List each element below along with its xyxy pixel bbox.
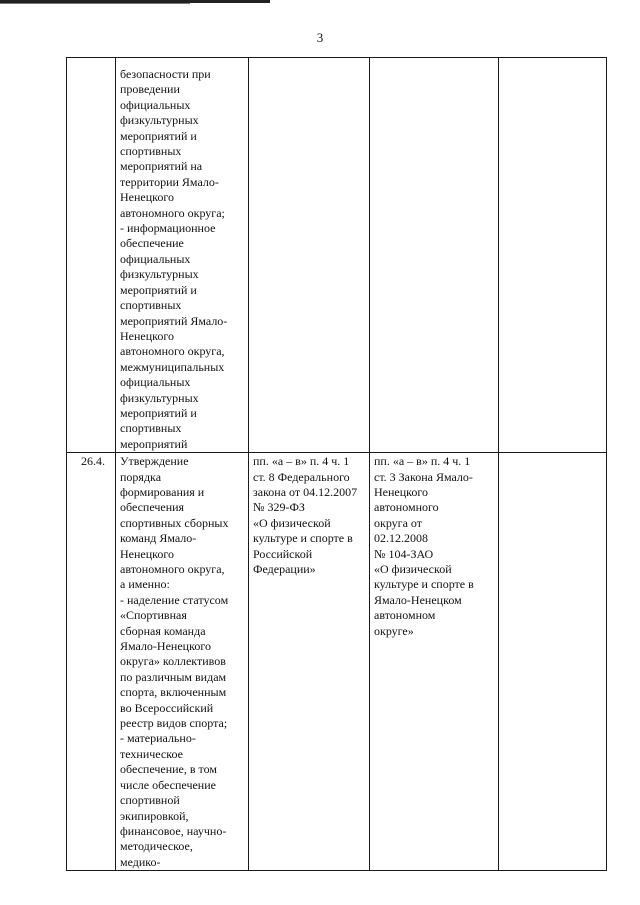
row-number-cell (67, 453, 116, 871)
cell-text-line: команд Ямало- (120, 531, 197, 546)
cell-text-line: методическое, (120, 839, 193, 854)
cell-text-line: - наделение статусом (120, 592, 229, 607)
cell-text-line: техническое (120, 746, 183, 761)
cell-text-line: культуре и спорте в (374, 577, 474, 592)
cell-text-line: сборная команда (120, 623, 206, 638)
page-number: 3 (316, 30, 324, 45)
cell-text-line: официальных (120, 251, 191, 266)
subject-cell (116, 453, 249, 871)
cell-text-line: спорта, включенным (120, 685, 227, 700)
cell-text-line: официальных (120, 97, 191, 112)
cell-text-line: Ненецкого (120, 546, 175, 561)
cell-text-line: культуре и спорте в (253, 531, 353, 546)
cell-text-line: округа» коллективов (120, 654, 226, 669)
cell-text-line: ст. 8 Федерального (253, 469, 350, 484)
cell-text-line: обеспечения (120, 500, 185, 515)
cell-text-line: а именно: (120, 577, 170, 592)
cell-text-line: автономного (374, 500, 439, 515)
cell-text-line: «Спортивная (120, 608, 187, 623)
cell-text-line: экипировкой, (120, 808, 189, 823)
cell-text-line: реестр видов спорта; (120, 716, 228, 731)
cell-text-line: спортивных сборных (120, 515, 229, 530)
regional-law-cell (370, 453, 499, 871)
cell-text-line: - материально- (120, 731, 196, 746)
cell-text-line: Российской (253, 546, 313, 561)
cell-text-line: числе обеспечение (120, 777, 216, 792)
cell-text-line: территории Ямало- (120, 174, 219, 189)
cell-text-line: медико- (120, 854, 161, 869)
cell-text-line: мероприятий и (120, 405, 197, 420)
note-cell (499, 453, 607, 871)
cell-text-line: официальных (120, 375, 191, 390)
cell-text-line: мероприятий (120, 436, 188, 451)
cell-text-line: пп. «а – в» п. 4 ч. 1 (253, 454, 350, 469)
cell-text-line: спортивных (120, 298, 182, 313)
cell-text-line: округа от (374, 515, 423, 530)
cell-text-line: обеспечение (120, 236, 184, 251)
cell-text-line: автономного округа; (120, 205, 225, 220)
cell-text-line: ст. 3 Закона Ямало- (374, 469, 473, 484)
cell-text-line: автономного округа, (120, 562, 225, 576)
authority-table (66, 57, 607, 871)
row-number-cell (67, 58, 116, 453)
cell-text-line: мероприятий и (120, 282, 197, 297)
cell-text-line: по различным видам (120, 669, 227, 684)
cell-text-line: «О физической (374, 562, 452, 576)
cell-text-line: округе» (374, 623, 414, 638)
cell-text-line: пп. «а – в» п. 4 ч. 1 (374, 454, 471, 469)
cell-text-line: порядка (120, 469, 162, 484)
row-number: 26.4. (81, 454, 105, 469)
cell-text-line: финансовое, научно- (120, 823, 227, 838)
regional-law-cell (370, 58, 499, 453)
cell-text-line: спортивных (120, 144, 182, 159)
cell-text-line: № 104-ЗАО (374, 546, 434, 561)
cell-text-line: физкультурных (120, 267, 199, 282)
federal-law-cell (249, 453, 370, 871)
cell-text-line: межмуниципальных (120, 359, 225, 374)
cell-text-line: Ненецкого (374, 484, 429, 499)
cell-text-line: формирования и (120, 484, 205, 499)
cell-text-line: Ненецкого (120, 328, 175, 343)
cell-text-line: мероприятий на (120, 159, 203, 174)
cell-text-line: автономном (374, 608, 436, 623)
note-cell (499, 58, 607, 453)
cell-text-line: автономного округа, (120, 344, 225, 359)
cell-text-line: Ямало-Ненецком (374, 592, 462, 607)
cell-text-line: № 329-ФЗ (253, 500, 305, 515)
cell-text-line: проведении (120, 82, 180, 97)
cell-text-line: физкультурных (120, 113, 199, 128)
table-row (67, 453, 607, 871)
cell-text-line: спортивной (120, 793, 180, 808)
cell-text-line: спортивных (120, 421, 182, 436)
cell-text-line: во Всероссийский (120, 700, 214, 715)
cell-text-line: мероприятий Ямало- (120, 313, 228, 328)
scan-edge-mark-secondary (0, 3, 190, 4)
cell-text-line: обеспечение, в том (120, 762, 217, 777)
cell-text-line: «О физической (253, 515, 331, 530)
cell-text-line: физкультурных (120, 390, 199, 405)
cell-text-line: 02.12.2008 (374, 531, 428, 546)
cell-text-line: мероприятий и (120, 128, 197, 143)
federal-law-cell (249, 58, 370, 453)
subject-cell (116, 58, 249, 453)
table-row (67, 58, 607, 453)
cell-text-line: закона от 04.12.2007 (253, 484, 358, 499)
cell-text-line: Ямало-Ненецкого (120, 639, 211, 654)
cell-text-line: безопасности при (120, 67, 211, 81)
cell-text-line: Утверждение (120, 454, 189, 469)
cell-text-line: Федерации» (253, 562, 316, 576)
cell-text-line: Ненецкого (120, 190, 175, 205)
cell-text-line: - информационное (120, 221, 216, 236)
